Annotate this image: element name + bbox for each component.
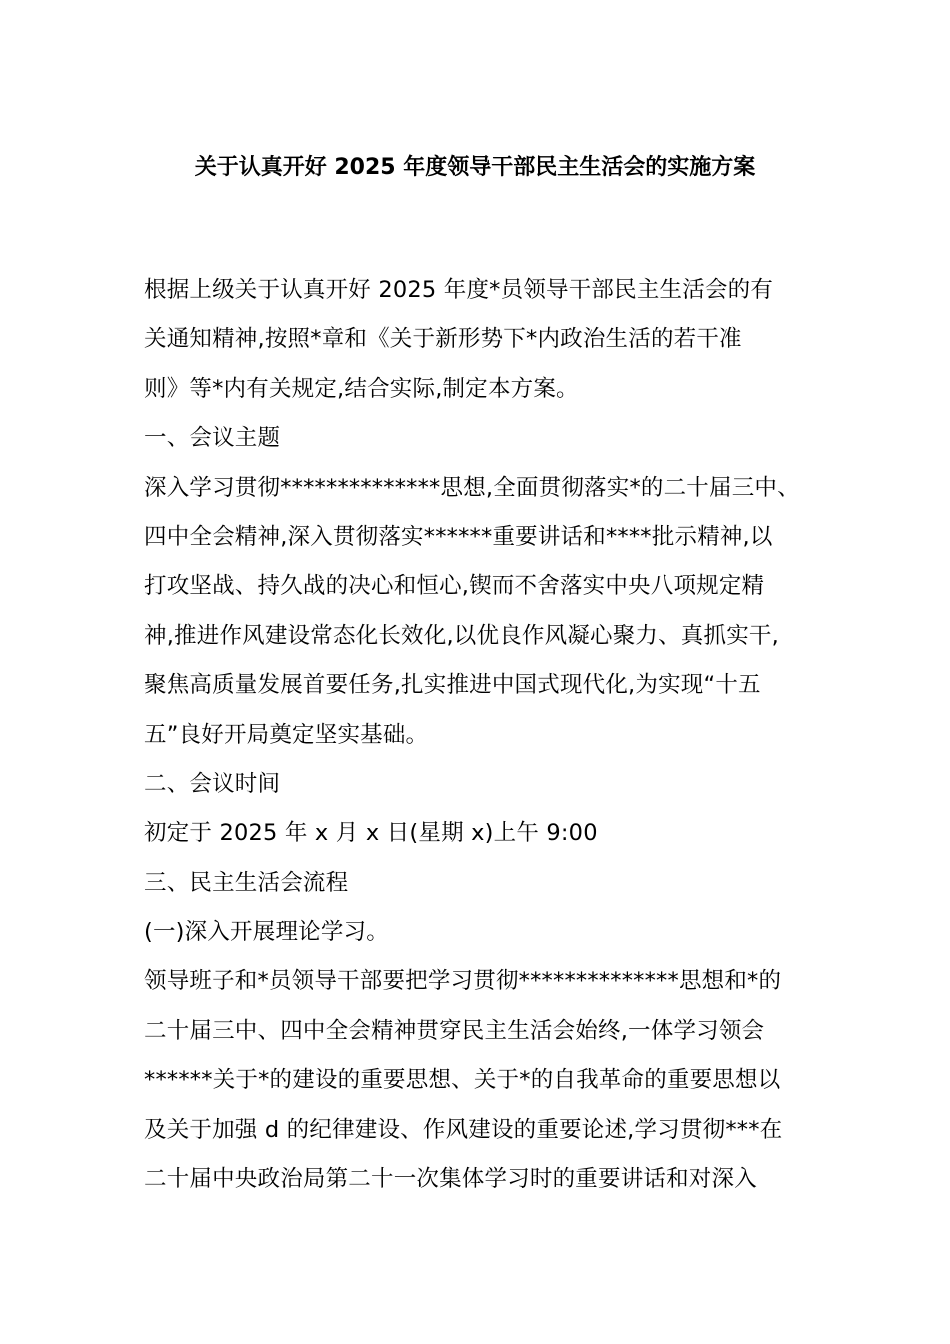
body-line: 深入学习贯彻**************思想,全面贯彻落实*的二十届三中、 (144, 474, 800, 501)
section-heading-meeting-theme: 一、会议主题 (144, 425, 281, 452)
section-heading-meeting-time: 二、会议时间 (144, 770, 281, 797)
document-body (144, 266, 824, 1204)
body-line: 神,推进作风建设常态化长效化,以优良作风凝心聚力、真抓实干, (144, 622, 779, 649)
body-line: 聚焦高质量发展首要任务,扎实推进中国式现代化,为实现“十五 (144, 672, 761, 699)
body-line: 二十届中央政治局第二十一次集体学习时的重要讲话和对深入 (144, 1166, 757, 1193)
body-line: 五”良好开局奠定坚实基础。 (144, 721, 429, 748)
body-line: 根据上级关于认真开好 2025 年度*员领导干部民主生活会的有 (144, 277, 774, 303)
body-line: 初定于 2025 年 x 月 x 日(星期 x)上午 9:00 (144, 820, 598, 847)
body-line: 打攻坚战、持久战的决心和恒心,锲而不舍落实中央八项规定精 (144, 573, 765, 600)
body-line: 关通知精神,按照*章和《关于新形势下*内政治生活的若干准 (144, 326, 742, 353)
body-line: 领导班子和*员领导干部要把学习贯彻**************思想和*的 (144, 968, 782, 995)
body-line: 二十届三中、四中全会精神贯穿民主生活会始终,一体学习领会 (144, 1017, 765, 1044)
body-line: ******关于*的建设的重要思想、关于*的自我革命的重要思想以 (144, 1067, 781, 1094)
subsection-heading-theory-study: (一)深入开展理论学习。 (144, 919, 389, 946)
body-line: 四中全会精神,深入贯彻落实******重要讲话和****批示精神,以 (144, 523, 773, 550)
body-line: 及关于加强 d 的纪律建设、作风建设的重要论述,学习贯彻***在 (144, 1116, 783, 1143)
document-title: 关于认真开好 2025 年度领导干部民主生活会的实施方案 (194, 155, 756, 180)
section-heading-meeting-process: 三、民主生活会流程 (144, 869, 349, 896)
body-line: 则》等*内有关规定,结合实际,制定本方案。 (144, 375, 579, 402)
